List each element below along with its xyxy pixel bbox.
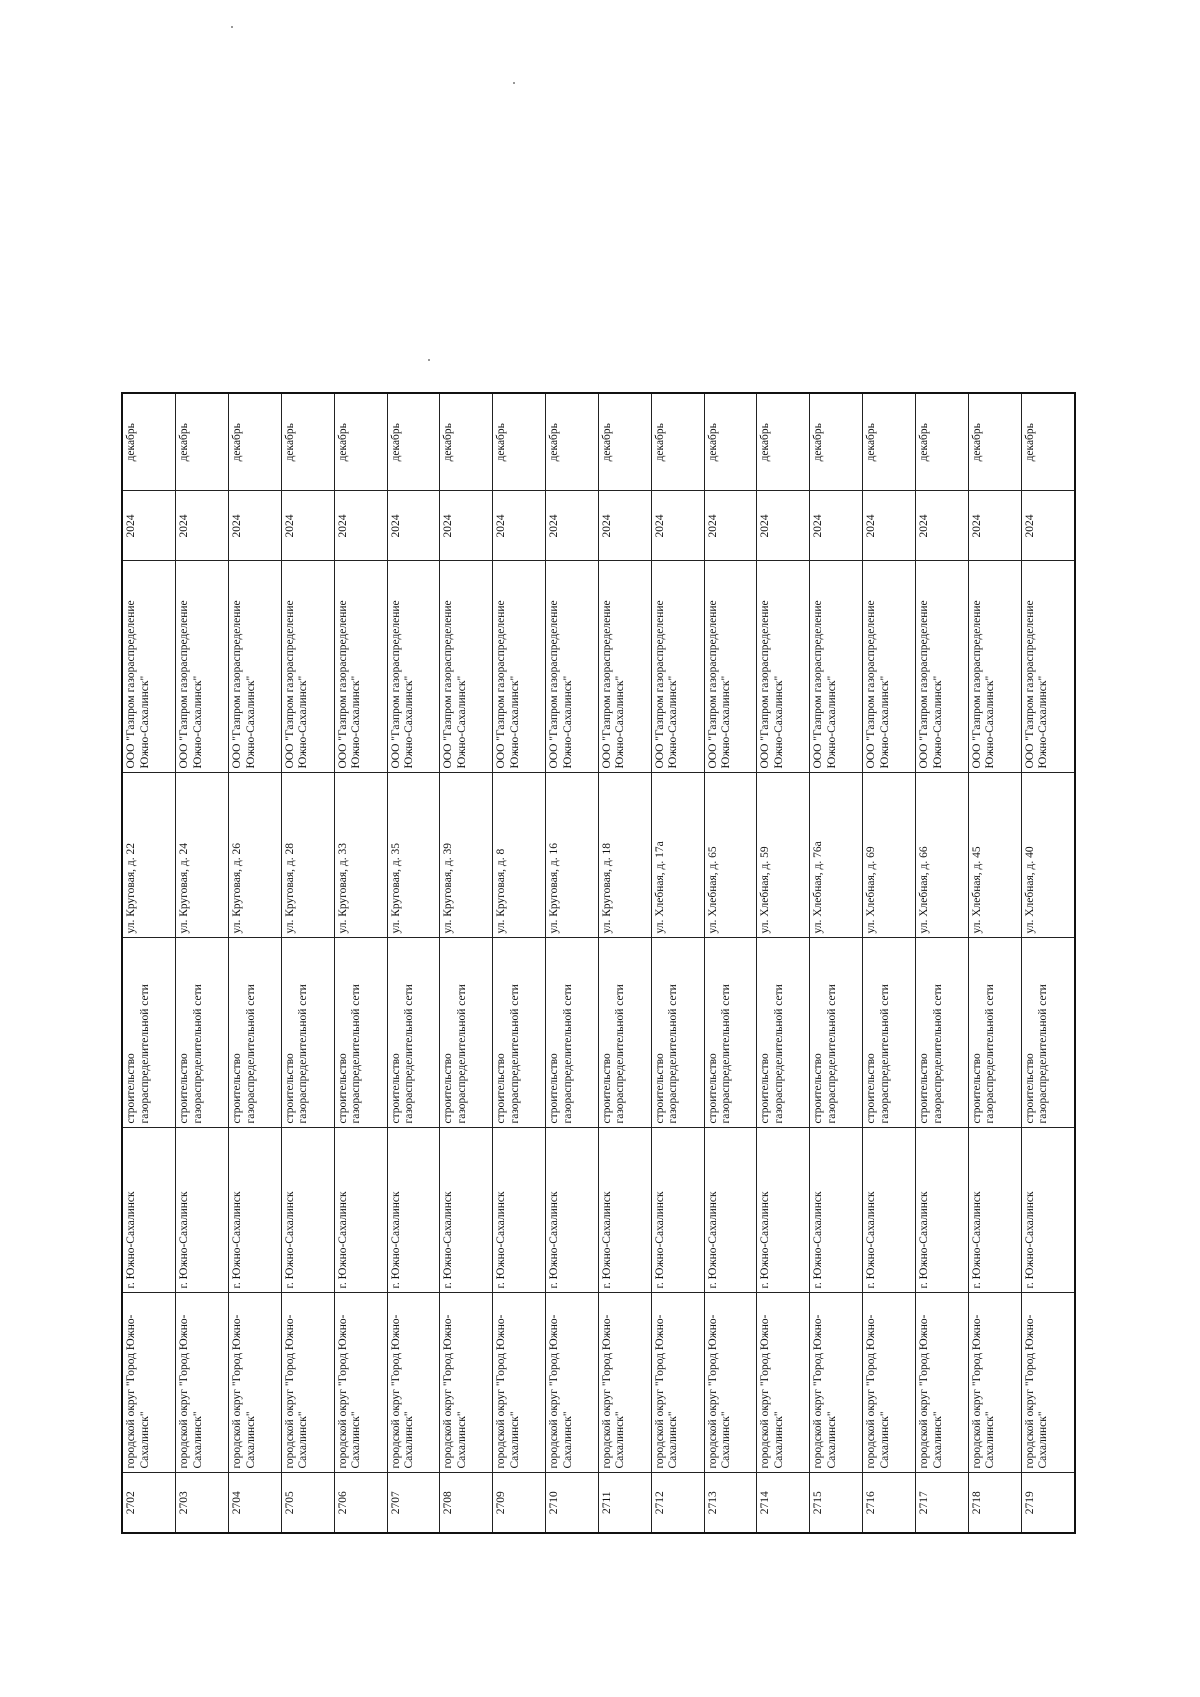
table-row — [387, 393, 440, 1533]
operator-cell: ООО "Газпром газораспределение Южно-Сахалинск" — [122, 561, 176, 773]
address-cell: ул. Хлебная, д. 76а — [810, 773, 863, 938]
address-cell: ул. Круговая, д. 39 — [440, 773, 493, 938]
address-cell: ул. Круговая, д. 33 — [334, 773, 387, 938]
row-number-cell: 2713 — [704, 1473, 757, 1533]
table-row — [915, 393, 968, 1533]
operator-cell: ООО "Газпром газораспределение Южно-Сахалинск" — [810, 561, 863, 773]
year-cell: 2024 — [334, 491, 387, 561]
address-cell: ул. Круговая, д. 35 — [387, 773, 440, 938]
row-number-cell: 2719 — [1021, 1473, 1075, 1533]
year-cell: 2024 — [863, 491, 916, 561]
address-cell: ул. Хлебная, д. 69 — [863, 773, 916, 938]
operator-cell: ООО "Газпром газораспределение Южно-Сахалинск" — [334, 561, 387, 773]
year-cell: 2024 — [493, 491, 546, 561]
district-cell: городской округ "Город Южно-Сахалинск" — [229, 1293, 282, 1473]
district-cell: городской округ "Город Южно-Сахалинск" — [968, 1293, 1021, 1473]
operator-cell: ООО "Газпром газораспределение Южно-Сахалинск" — [281, 561, 334, 773]
table-row — [281, 393, 334, 1533]
year-cell: 2024 — [440, 491, 493, 561]
month-cell: декабрь — [493, 393, 546, 491]
row-number-cell: 2717 — [915, 1473, 968, 1533]
district-cell: городской округ "Город Южно-Сахалинск" — [704, 1293, 757, 1473]
month-cell: декабрь — [598, 393, 651, 491]
operator-cell: ООО "Газпром газораспределение Южно-Сахалинск" — [915, 561, 968, 773]
district-cell: городской округ "Город Южно-Сахалинск" — [757, 1293, 810, 1473]
address-cell: ул. Хлебная, д. 59 — [757, 773, 810, 938]
work-type-cell: строительство газораспределительной сети — [440, 938, 493, 1128]
operator-cell: ООО "Газпром газораспределение Южно-Сахалинск" — [176, 561, 229, 773]
locality-cell: г. Южно-Сахалинск — [810, 1128, 863, 1293]
operator-cell: ООО "Газпром газораспределение Южно-Сахалинск" — [651, 561, 704, 773]
scan-speck — [513, 82, 515, 84]
month-cell: декабрь — [122, 393, 176, 491]
operator-cell: ООО "Газпром газораспределение Южно-Сахалинск" — [1021, 561, 1075, 773]
row-number-cell: 2712 — [651, 1473, 704, 1533]
row-number-cell: 2706 — [334, 1473, 387, 1533]
district-cell: городской округ "Город Южно-Сахалинск" — [334, 1293, 387, 1473]
address-cell: ул. Круговая, д. 16 — [546, 773, 599, 938]
table-row — [1021, 393, 1075, 1533]
table-row — [229, 393, 282, 1533]
locality-cell: г. Южно-Сахалинск — [281, 1128, 334, 1293]
year-cell: 2024 — [281, 491, 334, 561]
work-type-cell: строительство газораспределительной сети — [229, 938, 282, 1128]
address-cell: ул. Круговая, д. 22 — [122, 773, 176, 938]
year-cell: 2024 — [704, 491, 757, 561]
work-type-cell: строительство газораспределительной сети — [757, 938, 810, 1128]
locality-cell: г. Южно-Сахалинск — [968, 1128, 1021, 1293]
year-cell: 2024 — [757, 491, 810, 561]
row-number-cell: 2709 — [493, 1473, 546, 1533]
row-number-cell: 2705 — [281, 1473, 334, 1533]
district-cell: городской округ "Город Южно-Сахалинск" — [598, 1293, 651, 1473]
month-cell: декабрь — [863, 393, 916, 491]
operator-cell: ООО "Газпром газораспределение Южно-Сахалинск" — [704, 561, 757, 773]
address-cell: ул. Хлебная, д. 45 — [968, 773, 1021, 938]
address-cell: ул. Круговая, д. 28 — [281, 773, 334, 938]
year-cell: 2024 — [651, 491, 704, 561]
locality-cell: г. Южно-Сахалинск — [493, 1128, 546, 1293]
locality-cell: г. Южно-Сахалинск — [704, 1128, 757, 1293]
year-cell: 2024 — [968, 491, 1021, 561]
month-cell: декабрь — [968, 393, 1021, 491]
month-cell: декабрь — [704, 393, 757, 491]
locality-cell: г. Южно-Сахалинск — [915, 1128, 968, 1293]
district-cell: городской округ "Город Южно-Сахалинск" — [387, 1293, 440, 1473]
district-cell: городской округ "Город Южно-Сахалинск" — [863, 1293, 916, 1473]
registry-table — [121, 392, 1076, 1534]
table-body — [122, 393, 1075, 1533]
table-row — [863, 393, 916, 1533]
table-row — [440, 393, 493, 1533]
table-row — [968, 393, 1021, 1533]
row-number-cell: 2708 — [440, 1473, 493, 1533]
month-cell: декабрь — [334, 393, 387, 491]
work-type-cell: строительство газораспределительной сети — [598, 938, 651, 1128]
district-cell: городской округ "Город Южно-Сахалинск" — [1021, 1293, 1075, 1473]
row-number-cell: 2707 — [387, 1473, 440, 1533]
district-cell: городской округ "Город Южно-Сахалинск" — [493, 1293, 546, 1473]
work-type-cell: строительство газораспределительной сети — [546, 938, 599, 1128]
work-type-cell: строительство газораспределительной сети — [968, 938, 1021, 1128]
table-row — [334, 393, 387, 1533]
year-cell: 2024 — [176, 491, 229, 561]
year-cell: 2024 — [598, 491, 651, 561]
work-type-cell: строительство газораспределительной сети — [122, 938, 176, 1128]
operator-cell: ООО "Газпром газораспределение Южно-Сахалинск" — [493, 561, 546, 773]
row-number-cell: 2710 — [546, 1473, 599, 1533]
address-cell: ул. Круговая, д. 26 — [229, 773, 282, 938]
month-cell: декабрь — [546, 393, 599, 491]
work-type-cell: строительство газораспределительной сети — [915, 938, 968, 1128]
operator-cell: ООО "Газпром газораспределение Южно-Сахалинск" — [968, 561, 1021, 773]
scan-speck — [428, 359, 430, 361]
table-row — [757, 393, 810, 1533]
operator-cell: ООО "Газпром газораспределение Южно-Сахалинск" — [440, 561, 493, 773]
district-cell: городской округ "Город Южно-Сахалинск" — [122, 1293, 176, 1473]
work-type-cell: строительство газораспределительной сети — [176, 938, 229, 1128]
year-cell: 2024 — [810, 491, 863, 561]
year-cell: 2024 — [122, 491, 176, 561]
address-cell: ул. Круговая, д. 24 — [176, 773, 229, 938]
address-cell: ул. Хлебная, д. 40 — [1021, 773, 1075, 938]
row-number-cell: 2704 — [229, 1473, 282, 1533]
year-cell: 2024 — [387, 491, 440, 561]
row-number-cell: 2714 — [757, 1473, 810, 1533]
month-cell: декабрь — [1021, 393, 1075, 491]
work-type-cell: строительство газораспределительной сети — [493, 938, 546, 1128]
year-cell: 2024 — [229, 491, 282, 561]
rotated-page-content — [121, 394, 1076, 1534]
operator-cell: ООО "Газпром газораспределение Южно-Сахалинск" — [229, 561, 282, 773]
month-cell: декабрь — [810, 393, 863, 491]
work-type-cell: строительство газораспределительной сети — [863, 938, 916, 1128]
table-row — [122, 393, 176, 1533]
table-row — [598, 393, 651, 1533]
locality-cell: г. Южно-Сахалинск — [546, 1128, 599, 1293]
work-type-cell: строительство газораспределительной сети — [281, 938, 334, 1128]
locality-cell: г. Южно-Сахалинск — [757, 1128, 810, 1293]
locality-cell: г. Южно-Сахалинск — [598, 1128, 651, 1293]
district-cell: городской округ "Город Южно-Сахалинск" — [440, 1293, 493, 1473]
year-cell: 2024 — [546, 491, 599, 561]
locality-cell: г. Южно-Сахалинск — [122, 1128, 176, 1293]
row-number-cell: 2702 — [122, 1473, 176, 1533]
month-cell: декабрь — [229, 393, 282, 491]
month-cell: декабрь — [440, 393, 493, 491]
table-row — [546, 393, 599, 1533]
district-cell: городской округ "Город Южно-Сахалинск" — [281, 1293, 334, 1473]
table-row — [704, 393, 757, 1533]
year-cell: 2024 — [1021, 491, 1075, 561]
locality-cell: г. Южно-Сахалинск — [440, 1128, 493, 1293]
address-cell: ул. Хлебная, д. 66 — [915, 773, 968, 938]
operator-cell: ООО "Газпром газораспределение Южно-Сахалинск" — [598, 561, 651, 773]
month-cell: декабрь — [387, 393, 440, 491]
work-type-cell: строительство газораспределительной сети — [651, 938, 704, 1128]
table-row — [810, 393, 863, 1533]
work-type-cell: строительство газораспределительной сети — [704, 938, 757, 1128]
row-number-cell: 2715 — [810, 1473, 863, 1533]
district-cell: городской округ "Город Южно-Сахалинск" — [546, 1293, 599, 1473]
locality-cell: г. Южно-Сахалинск — [651, 1128, 704, 1293]
work-type-cell: строительство газораспределительной сети — [387, 938, 440, 1128]
locality-cell: г. Южно-Сахалинск — [229, 1128, 282, 1293]
address-cell: ул. Круговая, д. 8 — [493, 773, 546, 938]
operator-cell: ООО "Газпром газораспределение Южно-Сахалинск" — [757, 561, 810, 773]
work-type-cell: строительство газораспределительной сети — [810, 938, 863, 1128]
operator-cell: ООО "Газпром газораспределение Южно-Сахалинск" — [863, 561, 916, 773]
row-number-cell: 2718 — [968, 1473, 1021, 1533]
year-cell: 2024 — [915, 491, 968, 561]
month-cell: декабрь — [176, 393, 229, 491]
locality-cell: г. Южно-Сахалинск — [387, 1128, 440, 1293]
table-row — [493, 393, 546, 1533]
address-cell: ул. Хлебная, д. 17а — [651, 773, 704, 938]
district-cell: городской округ "Город Южно-Сахалинск" — [176, 1293, 229, 1473]
row-number-cell: 2703 — [176, 1473, 229, 1533]
address-cell: ул. Круговая, д. 18 — [598, 773, 651, 938]
table-row — [651, 393, 704, 1533]
district-cell: городской округ "Город Южно-Сахалинск" — [651, 1293, 704, 1473]
district-cell: городской округ "Город Южно-Сахалинск" — [810, 1293, 863, 1473]
district-cell: городской округ "Город Южно-Сахалинск" — [915, 1293, 968, 1473]
month-cell: декабрь — [757, 393, 810, 491]
locality-cell: г. Южно-Сахалинск — [334, 1128, 387, 1293]
work-type-cell: строительство газораспределительной сети — [1021, 938, 1075, 1128]
operator-cell: ООО "Газпром газораспределение Южно-Сахалинск" — [387, 561, 440, 773]
locality-cell: г. Южно-Сахалинск — [863, 1128, 916, 1293]
locality-cell: г. Южно-Сахалинск — [176, 1128, 229, 1293]
work-type-cell: строительство газораспределительной сети — [334, 938, 387, 1128]
row-number-cell: 2711 — [598, 1473, 651, 1533]
scan-speck — [231, 26, 233, 28]
table-row — [176, 393, 229, 1533]
month-cell: декабрь — [281, 393, 334, 491]
operator-cell: ООО "Газпром газораспределение Южно-Сахалинск" — [546, 561, 599, 773]
month-cell: декабрь — [651, 393, 704, 491]
row-number-cell: 2716 — [863, 1473, 916, 1533]
month-cell: декабрь — [915, 393, 968, 491]
locality-cell: г. Южно-Сахалинск — [1021, 1128, 1075, 1293]
address-cell: ул. Хлебная, д. 65 — [704, 773, 757, 938]
